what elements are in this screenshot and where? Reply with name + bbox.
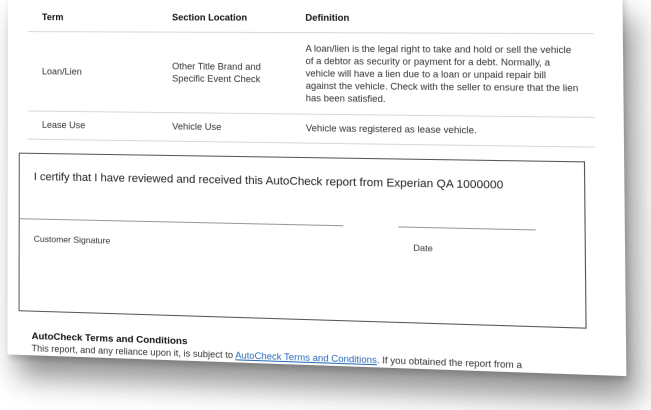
table-header-row bbox=[28, 2, 594, 34]
signature-label: Customer Signature bbox=[33, 233, 111, 246]
report-page bbox=[7, 0, 626, 376]
glossary-table bbox=[28, 2, 595, 148]
column-header-section-location: Section Location bbox=[158, 2, 291, 32]
column-header-term: Term bbox=[28, 2, 158, 32]
section-location-cell: Vehicle Use bbox=[158, 112, 291, 142]
definition-cell: Vehicle was registered as lease vehicle. bbox=[291, 114, 595, 147]
term-cell: Loan/Lien bbox=[28, 32, 158, 113]
certification-box bbox=[19, 153, 587, 329]
terms-and-conditions-link[interactable]: AutoCheck Terms and Conditions bbox=[235, 349, 377, 366]
table-row bbox=[28, 32, 595, 118]
section-location-cell: Other Title Brand and Specific Event Check bbox=[158, 32, 291, 114]
definition-cell: A loan/lien is the legal right to take and hold or sell the vehicle of a debtor as security or payment for a debt. Normally, a vehicle will have a lien due to a loan or unpaid repair bill against the vehicle. Check with the seller to ensure that the lien has been satisfied. bbox=[291, 33, 595, 118]
terms-body bbox=[32, 343, 522, 370]
terms-body-prefix: This report, and any reliance upon it, is subject to bbox=[31, 343, 236, 361]
table-row bbox=[28, 111, 595, 147]
terms-body-suffix: . If you obtained the report from a bbox=[376, 354, 523, 371]
date-line bbox=[398, 226, 536, 230]
column-header-definition: Definition bbox=[291, 2, 594, 33]
signature-line bbox=[20, 218, 344, 226]
certification-statement: I certify that I have reviewed and received this AutoCheck report from Experian QA 1000000 bbox=[33, 171, 504, 192]
terms-heading: AutoCheck Terms and Conditions bbox=[31, 330, 188, 348]
date-label: Date bbox=[413, 242, 433, 254]
term-cell: Lease Use bbox=[28, 111, 158, 141]
